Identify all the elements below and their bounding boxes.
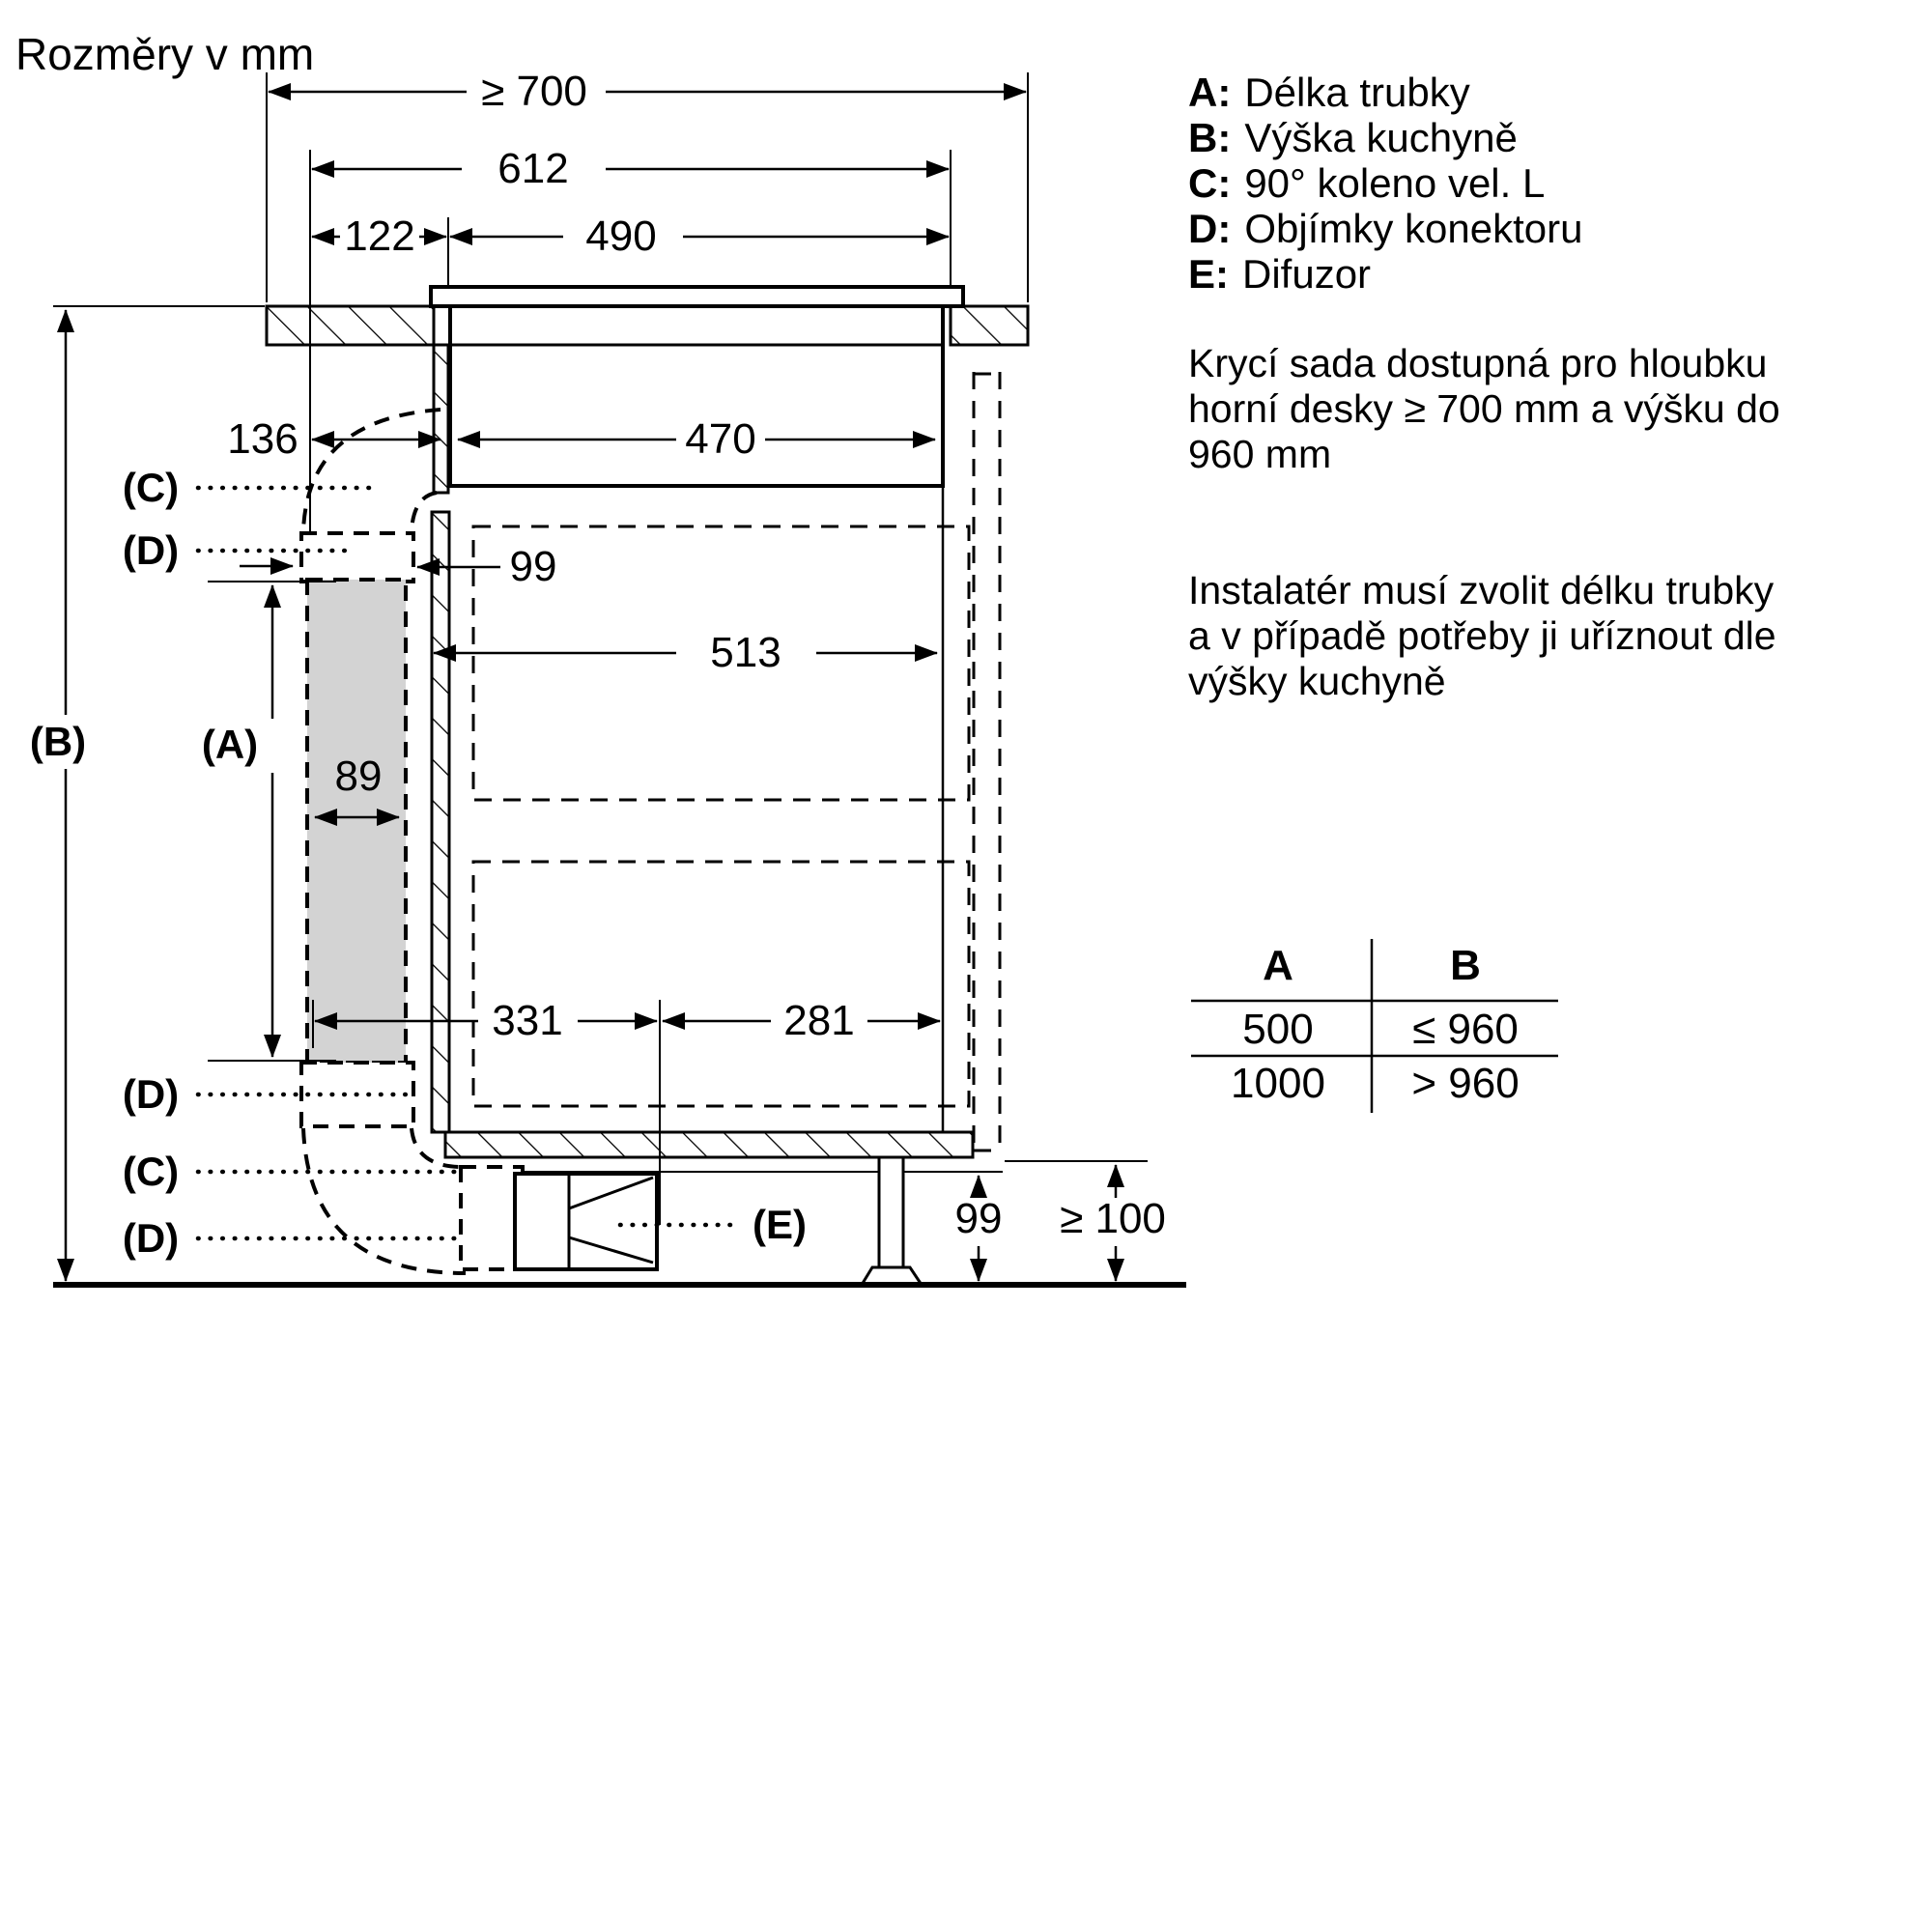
worktop-left-section [267, 306, 434, 345]
diffuser-assembly [461, 1167, 807, 1269]
elbow-top-outer [303, 410, 440, 531]
table-cell-a2: 1000 [1231, 1060, 1325, 1107]
callout-D-mid: (D) [122, 1071, 180, 1117]
cabinet-clearance-lower [473, 862, 969, 1106]
note-installer [1188, 568, 1776, 703]
dim-label-box-width: 470 [685, 415, 756, 463]
note1-line2: horní desky ≥ 700 mm a výšku do [1188, 386, 1780, 431]
dim-label-inlet-width: 136 [227, 415, 298, 463]
table-cell-a1: 500 [1242, 1006, 1314, 1053]
diffuser-body [515, 1174, 657, 1269]
note1-line3: 960 mm [1188, 432, 1332, 476]
callout-C-lower: (C) [122, 1149, 180, 1194]
callout-C-upper: (C) [122, 465, 180, 510]
table-header-B: B [1450, 942, 1481, 989]
cabinet-leg [862, 1157, 922, 1285]
dim-rear-offset [312, 213, 448, 287]
dim-label-span-left: 331 [492, 997, 563, 1044]
callout-D-lower: (D) [122, 1215, 180, 1261]
dim-inlet-width [227, 415, 440, 463]
dim-label-inner-depth: 513 [710, 629, 781, 676]
dim-floor-clearance [1005, 1161, 1166, 1281]
note2-line1: Instalatér musí zvolit délku trubky [1188, 568, 1775, 612]
table-header-A: A [1263, 942, 1293, 989]
callout-D-upper: (D) [122, 527, 180, 573]
tube-length-table [1191, 939, 1558, 1113]
duct-tube [307, 580, 406, 1063]
dim-inner-depth [434, 629, 937, 676]
air-inlet-channel [434, 345, 448, 493]
dim-label-plinth-height: 99 [954, 1195, 1003, 1242]
callout-B: (B) [29, 719, 87, 764]
cabinet [432, 372, 1003, 1172]
dim-plinth-height [955, 1176, 1003, 1281]
callout-elbow-lower [123, 1149, 481, 1194]
elbow-bottom-outer [303, 1128, 466, 1273]
page-title: Rozměry v mm [15, 29, 315, 79]
leg-shaft [879, 1157, 903, 1267]
note2-line3: výšky kuchyně [1188, 659, 1446, 703]
dim-worktop-depth [267, 68, 1028, 302]
legend-item-A: A: Délka trubky [1188, 70, 1470, 115]
note2-line2: a v případě potřeby ji uříznout dle [1188, 613, 1776, 658]
dim-label-span-right: 281 [783, 997, 855, 1044]
legend [1188, 70, 1582, 297]
note1-line1: Krycí sada dostupná pro hloubku [1188, 341, 1768, 385]
legend-item-E: E: Difuzor [1188, 251, 1372, 297]
cabinet-inner-wall [432, 512, 449, 1132]
dim-label-floor-clearance: ≥ 100 [1060, 1195, 1166, 1242]
dim-label-worktop-depth: ≥ 700 [481, 68, 587, 115]
dim-label-cutout-width: 490 [585, 213, 657, 260]
cabinet-bottom-panel [445, 1132, 973, 1157]
table-cell-b2: > 960 [1411, 1060, 1520, 1107]
hob-glass-plate [431, 287, 963, 306]
dim-cutout-width [450, 213, 949, 260]
callout-elbow-upper [123, 465, 375, 510]
dim-label-tube-width: 89 [334, 753, 383, 800]
legend-item-B: B: Výška kuchyně [1188, 115, 1518, 160]
note-cover-kit [1188, 341, 1780, 476]
connector-sleeve-upper [301, 533, 413, 582]
table-cell-b1: ≤ 960 [1412, 1006, 1519, 1053]
callout-A: (A) [201, 722, 259, 767]
callout-E: (E) [753, 1202, 807, 1247]
dim-label-duct-offset: 99 [509, 543, 557, 590]
dim-kitchen-height-B [30, 310, 86, 1281]
worktop-right-section [951, 306, 1028, 345]
legend-item-C: C: 90° koleno vel. L [1188, 160, 1546, 206]
dim-label-rear-offset: 122 [344, 213, 415, 260]
dim-label-hob-width: 612 [497, 145, 569, 192]
legend-item-D: D: Objímky konektoru [1188, 206, 1583, 251]
